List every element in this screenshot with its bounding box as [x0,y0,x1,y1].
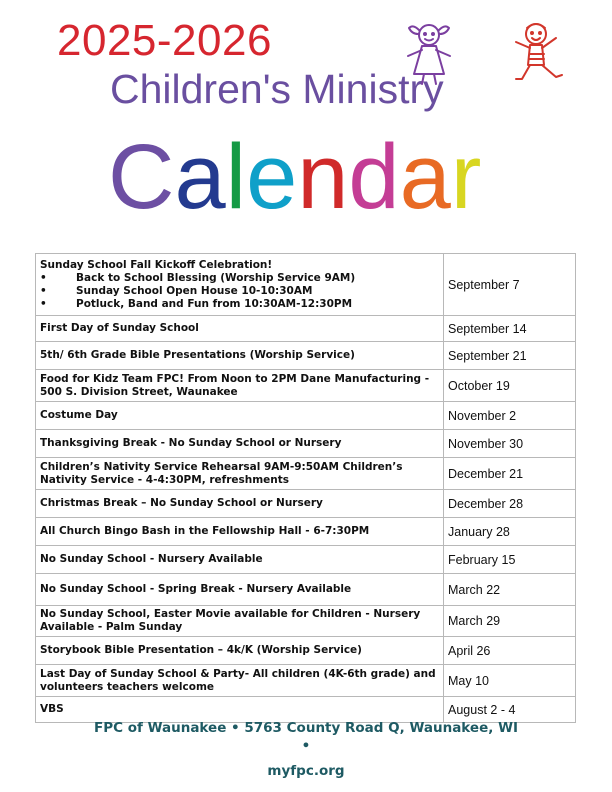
event-date: September 7 [444,254,576,316]
event-title: Food for Kidz Team FPC! From Noon to 2PM Dane Manufacturing - 500 S. Division Street, Waunakee [40,372,430,398]
event-cell [36,254,444,316]
table-row [36,637,576,665]
event-cell [36,697,444,723]
event-date: March 29 [444,606,576,637]
event-bullet-text: Sunday School Open House 10-10:30AM [76,284,313,297]
event-cell [36,458,444,490]
table-row [36,342,576,370]
calendar-letter: C [108,126,175,228]
event-title: 5th/ 6th Grade Bible Presentations (Worship Service) [40,349,355,361]
event-cell [36,546,444,574]
event-date: October 19 [444,370,576,402]
event-cell [36,574,444,606]
table-row [36,665,576,697]
event-title: VBS [40,703,64,715]
table-row [36,316,576,342]
event-cell [36,430,444,458]
table-row [36,490,576,518]
event-title: Children’s Nativity Service Rehearsal 9AM-9:50AM Children’s Nativity Service - 4-4:30PM, refreshments [40,460,403,486]
event-date: February 15 [444,546,576,574]
event-title: Storybook Bible Presentation – 4k/K (Worship Service) [40,644,362,656]
table-row [36,402,576,430]
table-row [36,254,576,316]
event-bullet-text: Potluck, Band and Fun from 10:30AM-12:30PM [76,297,353,310]
calendar-letter: r [450,126,482,228]
event-title: First Day of Sunday School [40,322,199,334]
event-date: April 26 [444,637,576,665]
event-cell [36,606,444,637]
event-cell [36,342,444,370]
footer-separator: • [301,738,311,754]
event-cell [36,370,444,402]
table-row [36,606,576,637]
event-title: Thanksgiving Break - No Sunday School or Nursery [40,437,342,449]
event-date: September 14 [444,316,576,342]
event-date: May 10 [444,665,576,697]
event-date: March 22 [444,574,576,606]
table-row [36,697,576,723]
bullet-icon: • [40,271,47,284]
event-bullet [40,298,439,311]
table-row [36,518,576,546]
event-cell [36,518,444,546]
bullet-icon: • [40,297,47,310]
event-title: Last Day of Sunday School & Party- All children (4K-6th grade) and volunteers teachers welcome [40,667,436,693]
event-title: No Sunday School - Spring Break - Nursery Available [40,583,352,595]
footer-website: myfpc.org [267,763,345,779]
event-date: September 21 [444,342,576,370]
event-bullet [40,272,439,285]
event-title: All Church Bingo Bash in the Fellowship Hall - 6-7:30PM [40,525,370,537]
event-cell [36,402,444,430]
calendar-heading [108,122,481,232]
event-date: January 28 [444,518,576,546]
table-row [36,458,576,490]
event-title: Costume Day [40,409,118,421]
event-date: August 2 - 4 [444,697,576,723]
bullet-icon: • [40,284,47,297]
event-date: December 21 [444,458,576,490]
event-date: November 30 [444,430,576,458]
event-bullet-text: Back to School Blessing (Worship Service 9AM) [76,271,356,284]
table-row [36,370,576,402]
events-table [35,253,576,723]
boy-doodle-icon [508,18,570,90]
event-title: No Sunday School - Nursery Available [40,553,263,565]
calendar-letter: a [174,126,226,228]
event-date: November 2 [444,402,576,430]
event-cell [36,637,444,665]
event-bullet [40,285,439,298]
table-row [36,430,576,458]
event-cell [36,665,444,697]
event-title: No Sunday School, Easter Movie available for Children - Nursery Available - Palm Sunday [40,608,421,633]
year-heading: 2025-2026 [57,16,272,65]
event-date: December 28 [444,490,576,518]
girl-doodle-icon [398,18,460,88]
calendar-letter: e [246,126,298,228]
calendar-letter: d [348,126,400,228]
event-title: Sunday School Fall Kickoff Celebration! [40,258,273,271]
calendar-letter: n [297,126,349,228]
ministry-heading: Children's Ministry [110,66,444,112]
event-cell [36,316,444,342]
table-row [36,574,576,606]
footer-address: FPC of Waunakee • 5763 County Road Q, Waunakee, WI [94,720,518,736]
calendar-letter: a [399,126,451,228]
calendar-letter: l [225,126,247,228]
event-cell [36,490,444,518]
event-title: Christmas Break – No Sunday School or Nursery [40,497,323,509]
table-row [36,546,576,574]
